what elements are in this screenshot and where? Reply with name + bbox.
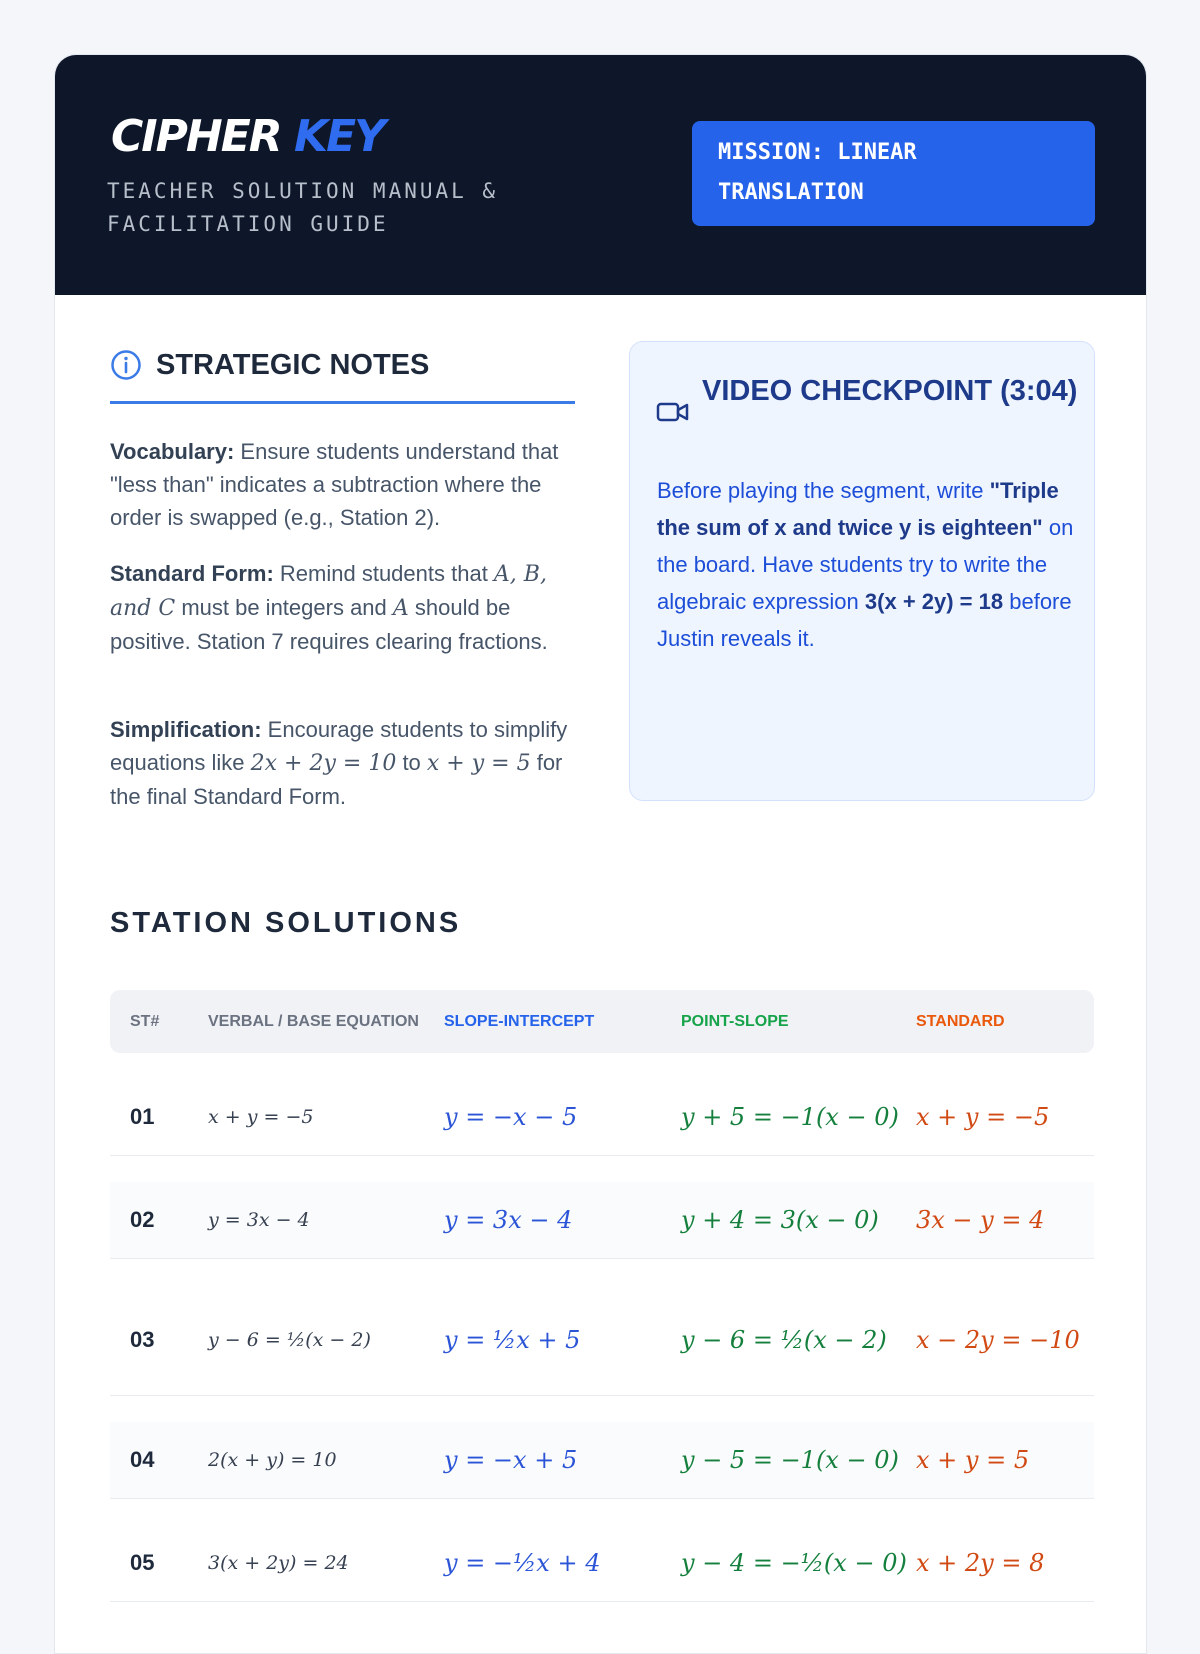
simp-label: Simplification: (110, 717, 262, 742)
std-text-2: must be integers and (175, 595, 393, 620)
table-row (110, 1079, 1094, 1156)
point-slope-form: y − 5 = −1(x − 0) (681, 1446, 899, 1474)
col-header-slope-intercept: SLOPE-INTERCEPT (444, 1013, 595, 1030)
table-row (110, 1422, 1094, 1499)
notes-header (110, 345, 575, 404)
col-header-base: VERBAL / BASE EQUATION (208, 1013, 419, 1030)
standard-form: x + y = −5 (916, 1103, 1050, 1131)
logo-key: KEY (294, 111, 385, 162)
station-number: 03 (130, 1327, 155, 1352)
header-banner (55, 55, 1146, 295)
video-text-1: Before playing the segment, write (657, 478, 990, 503)
col-header-st: ST# (130, 1013, 160, 1030)
video-text-3: before Justin reveals it. (657, 589, 1072, 651)
notes-title: STRATEGIC NOTES (156, 349, 430, 381)
info-icon (110, 349, 142, 381)
table-header (110, 990, 1094, 1053)
std-math-a: A (392, 596, 409, 621)
base-equation: 3(x + 2y) = 24 (208, 1552, 349, 1574)
point-slope-form: y − 4 = −½(x − 0) (681, 1549, 907, 1577)
video-text (657, 472, 1075, 657)
base-equation: 2(x + y) = 10 (208, 1449, 337, 1471)
standard-form: x − 2y = −10 (916, 1326, 1080, 1354)
video-bold-1: "Triple the sum of x and twice y is eighteen" (657, 478, 1059, 540)
simp-text-2: to (396, 750, 427, 775)
std-text-1: Remind students that (273, 561, 494, 586)
station-number: 01 (130, 1104, 155, 1129)
logo-cipher: CIPHER (111, 111, 281, 162)
std-text-3: should be positive. Station 7 requires clearing fractions. (110, 595, 548, 654)
std-label: Standard Form: (110, 561, 274, 586)
note-simplification (110, 713, 575, 813)
col-header-point-slope: POINT-SLOPE (681, 1013, 789, 1030)
simp-text-1: Encourage students to simplify equations like (110, 717, 568, 775)
subtitle: TEACHER SOLUTION MANUAL & FACILITATION GUIDE (107, 179, 499, 236)
standard-form: 3x − y = 4 (916, 1206, 1045, 1234)
standard-form: x + 2y = 8 (916, 1549, 1045, 1577)
logo (111, 107, 384, 167)
station-number: 05 (130, 1550, 155, 1575)
base-equation: y − 6 = ½(x − 2) (208, 1329, 371, 1351)
station-solutions-table (110, 990, 1094, 1602)
standard-form: x + y = 5 (916, 1446, 1030, 1474)
vocab-label: Vocabulary: (110, 439, 235, 464)
table-row (110, 1285, 1094, 1396)
point-slope-form: y + 5 = −1(x − 0) (681, 1103, 899, 1131)
simp-text-3: for the final Standard Form. (110, 750, 563, 809)
slope-intercept-form: y = −½x + 4 (444, 1549, 601, 1577)
video-text-2: on the board. Have students try to write the algebraic expression (657, 515, 1074, 614)
slope-intercept-form: y = −x − 5 (444, 1103, 578, 1131)
point-slope-form: y − 6 = ½(x − 2) (681, 1326, 887, 1354)
station-number: 04 (130, 1447, 155, 1472)
slope-intercept-form: y = 3x − 4 (444, 1206, 573, 1234)
note-vocabulary (110, 435, 575, 534)
table-row (110, 1525, 1094, 1602)
manual-card (54, 54, 1147, 1654)
note-standard-form (110, 557, 575, 658)
mission-badge: MISSION: LINEAR TRANSLATION (692, 121, 1095, 226)
stations-title: STATION SOLUTIONS (110, 907, 462, 939)
point-slope-form: y + 4 = 3(x − 0) (681, 1206, 879, 1234)
simp-math-2: x + y = 5 (426, 751, 531, 776)
slope-intercept-form: y = −x + 5 (444, 1446, 578, 1474)
video-checkpoint (629, 341, 1095, 801)
station-number: 02 (130, 1207, 155, 1232)
table-row (110, 1182, 1094, 1259)
video-bold-2: 3(x + 2y) = 18 (864, 589, 1004, 614)
video-title: VIDEO CHECKPOINT (3:04) (702, 375, 1078, 407)
base-equation: y = 3x − 4 (208, 1209, 310, 1231)
base-equation: x + y = −5 (208, 1106, 314, 1128)
col-header-standard: STANDARD (916, 1013, 1005, 1030)
slope-intercept-form: y = ½x + 5 (444, 1326, 581, 1354)
simp-math-1: 2x + 2y = 10 (250, 751, 397, 776)
video-camera-icon (656, 400, 690, 424)
vocab-text: Ensure students understand that "less than" indicates a subtraction where the order is swapped (e.g., Station 2). (110, 439, 559, 530)
strategic-notes (110, 345, 575, 809)
std-math-abc: A, B, and C (110, 562, 547, 621)
